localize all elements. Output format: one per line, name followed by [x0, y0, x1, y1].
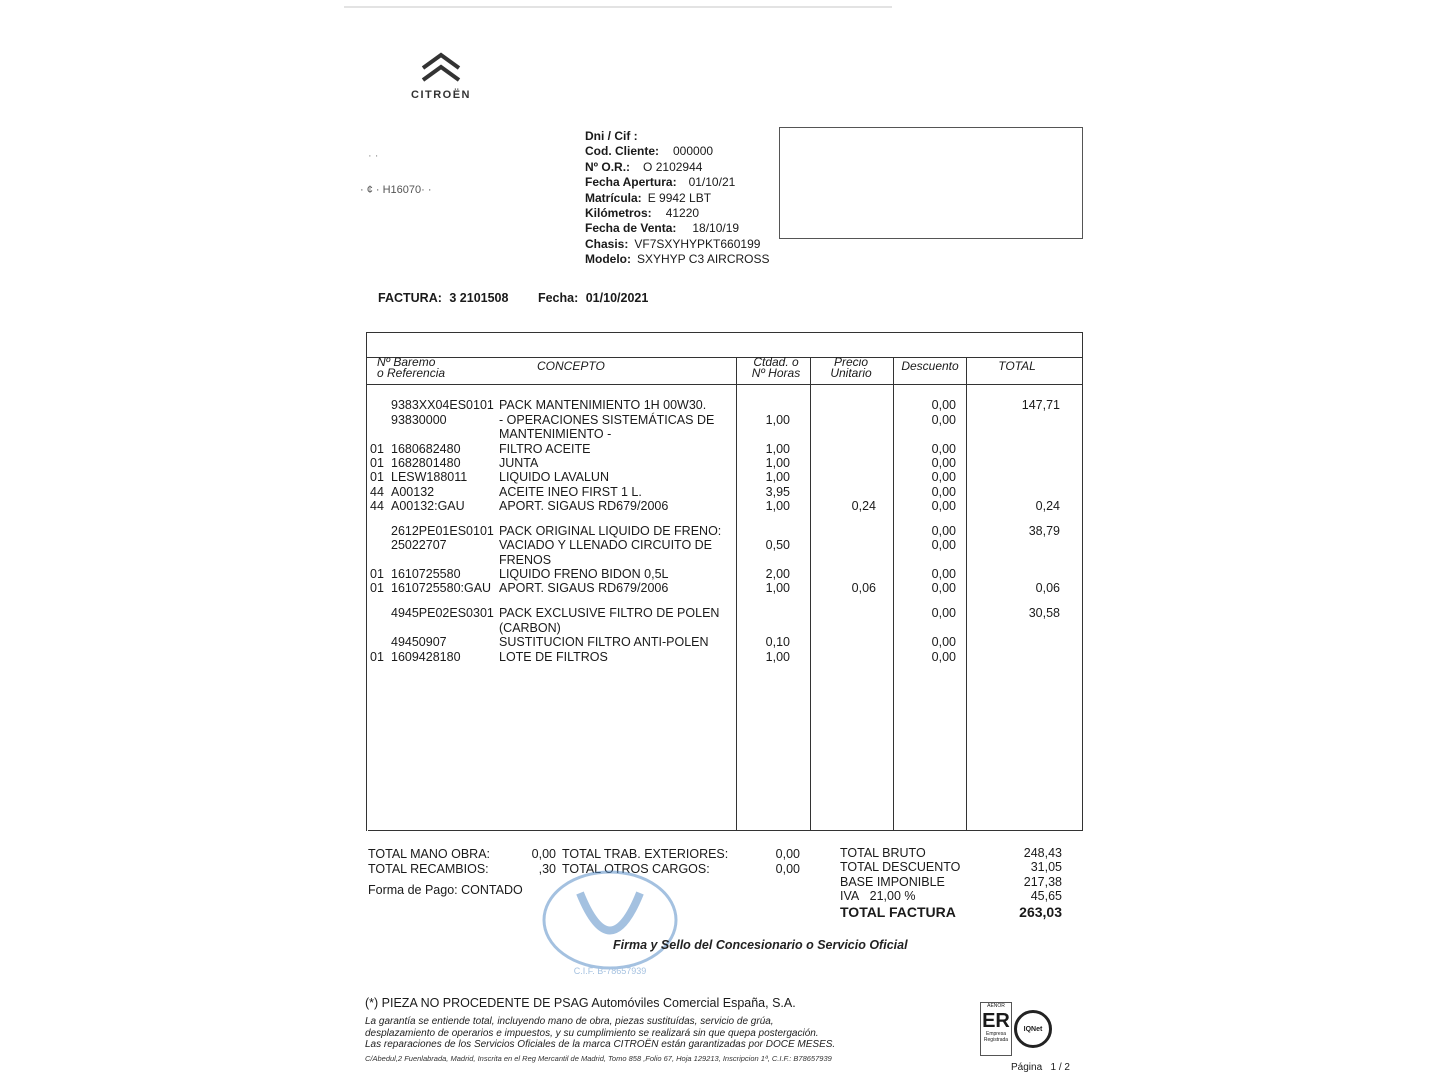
- recambios-value: ,30: [538, 862, 556, 876]
- dealer-stamp-icon: [540, 868, 680, 978]
- registry-text: C/Abedul,2 Fuenlabrada, Madrid, Inscrita en el Reg Mercantil de Madrid, Tomo 858 ,Folio 67, Hoja 129213, Inscripcion 1ª, C.I.F.: B78657939: [365, 1054, 832, 1063]
- row-cell-disc: 0,00: [931, 538, 956, 552]
- fecha-label: Fecha:: [537, 291, 579, 305]
- row-cell-disc: 0,00: [931, 442, 956, 456]
- row-cell-code: 01: [370, 581, 384, 595]
- row-cell-code: 01: [370, 650, 384, 664]
- row-cell-total: 38,79: [1028, 524, 1060, 538]
- pieza-note: (*) PIEZA NO PROCEDENTE DE PSAG Automóviles Comercial España, S.A.: [365, 996, 796, 1010]
- table-bottom-line: [368, 830, 1083, 831]
- stamp-text: C.I.F. B-78657939: [573, 966, 647, 976]
- faint-text-2: · ¢ · H16070· ·: [360, 184, 432, 196]
- factura-number: 3 2101508: [449, 291, 509, 305]
- iva-label: IVA 21,00 %: [840, 889, 916, 903]
- row-cell-concept: (CARBON): [499, 621, 561, 635]
- customer-address-box: [779, 127, 1083, 239]
- info-row: Kilómetros: 41220: [585, 205, 700, 220]
- info-row: Cod. Cliente: 000000: [585, 144, 714, 159]
- col-divider: [810, 357, 811, 831]
- row-cell-concept: JUNTA: [499, 456, 539, 470]
- otros-label: TOTAL OTROS CARGOS:: [562, 862, 710, 876]
- row-cell-code: 44: [370, 499, 384, 513]
- row-cell-code: 01: [370, 442, 384, 456]
- row-cell-ref: 9383XX04ES0101: [391, 398, 494, 412]
- row-cell-ref: 1682801480: [391, 456, 461, 470]
- row-cell-disc: 0,00: [931, 650, 956, 664]
- row-cell-concept: PACK EXCLUSIVE FILTRO DE POLEN: [499, 606, 720, 620]
- row-cell-qty: 1,00: [765, 442, 790, 456]
- brand-logo: [405, 52, 477, 101]
- info-row: Matrícula: E 9942 LBT: [585, 190, 712, 205]
- row-cell-code: 01: [370, 567, 384, 581]
- row-cell-code: 01: [370, 470, 384, 484]
- table-header-bottom-line: [367, 384, 1082, 385]
- top-edge-line: [344, 6, 892, 8]
- row-cell-concept: LIQUIDO LAVALUN: [499, 470, 609, 484]
- descuento-label: TOTAL DESCUENTO: [840, 860, 961, 874]
- row-cell-concept: MANTENIMIENTO -: [499, 427, 612, 441]
- row-cell-concept: LOTE DE FILTROS: [499, 650, 608, 664]
- header-descuento: Descuento: [901, 359, 959, 373]
- trab-ext-label: TOTAL TRAB. EXTERIORES:: [562, 847, 729, 861]
- row-cell-concept: LIQUIDO FRENO BIDON 0,5L: [499, 567, 669, 581]
- info-row: Fecha Apertura: 01/10/21: [585, 175, 736, 190]
- mano-obra-value: 0,00: [531, 847, 556, 861]
- row-cell-qty: 0,10: [765, 635, 790, 649]
- row-cell-ref: 4945PE02ES0301: [391, 606, 494, 620]
- row-cell-concept: PACK ORIGINAL LIQUIDO DE FRENO:: [499, 524, 722, 538]
- firma-label: Firma y Sello del Concesionario o Servicio Oficial: [613, 938, 908, 952]
- header-total: TOTAL: [998, 359, 1036, 373]
- faint-text-1: · ·: [368, 150, 379, 162]
- row-cell-total: 0,24: [1035, 499, 1060, 513]
- row-cell-concept: APORT. SIGAUS RD679/2006: [499, 581, 669, 595]
- row-cell-total: 0,06: [1035, 581, 1060, 595]
- descuento-value: 31,05: [1030, 860, 1062, 874]
- row-cell-disc: 0,00: [931, 635, 956, 649]
- info-row: Nº O.R.: O 2102944: [585, 159, 703, 174]
- header-ref: Nº Baremo o Referencia: [377, 355, 446, 380]
- table-header-top-line: [367, 357, 1082, 358]
- row-cell-ref: LESW188011: [391, 470, 468, 484]
- total-factura-value: 263,03: [1019, 904, 1062, 920]
- row-cell-concept: FILTRO ACEITE: [499, 442, 591, 456]
- row-cell-disc: 0,00: [931, 413, 956, 427]
- info-row: Dni / Cif :: [585, 129, 638, 143]
- row-cell-qty: 1,00: [765, 499, 790, 513]
- row-cell-price: 0,24: [851, 499, 876, 513]
- fecha-value: 01/10/2021: [585, 291, 649, 305]
- brand-name: CITROËN: [411, 89, 471, 101]
- row-cell-price: 0,06: [851, 581, 876, 595]
- trab-ext-value: 0,00: [775, 847, 800, 861]
- row-cell-concept: VACIADO Y LLENADO CIRCUITO DE: [499, 538, 713, 552]
- row-cell-disc: 0,00: [931, 499, 956, 513]
- row-cell-ref: 1610725580:GAU: [391, 581, 492, 595]
- recambios-label: TOTAL RECAMBIOS:: [368, 862, 489, 876]
- bruto-label: TOTAL BRUTO: [840, 846, 926, 860]
- row-cell-qty: 3,95: [765, 485, 790, 499]
- header-concepto: CONCEPTO: [537, 359, 605, 373]
- row-cell-qty: 1,00: [765, 650, 790, 664]
- row-cell-ref: 1610725580: [391, 567, 461, 581]
- info-row: Fecha de Venta: 18/10/19: [585, 221, 740, 236]
- col-divider: [893, 357, 894, 831]
- iqnet-badge: IQNet: [1014, 1010, 1052, 1048]
- row-cell-total: 147,71: [1021, 398, 1060, 412]
- bruto-value: 248,43: [1023, 846, 1062, 860]
- row-cell-disc: 0,00: [931, 470, 956, 484]
- citroen-chevrons-icon: [419, 52, 463, 88]
- invoice-header: [378, 291, 652, 305]
- row-cell-code: 44: [370, 485, 384, 499]
- row-cell-qty: 0,50: [765, 538, 790, 552]
- row-cell-qty: 2,00: [765, 567, 790, 581]
- forma-pago: Forma de Pago: CONTADO: [368, 883, 523, 897]
- otros-value: 0,00: [775, 862, 800, 876]
- mano-obra-label: TOTAL MANO OBRA:: [368, 847, 491, 861]
- row-cell-ref: 93830000: [391, 413, 447, 427]
- row-cell-ref: A00132:GAU: [391, 499, 465, 513]
- base-value: 217,38: [1023, 875, 1062, 889]
- row-cell-disc: 0,00: [931, 524, 956, 538]
- row-cell-concept: - OPERACIONES SISTEMÁTICAS DE: [499, 413, 715, 427]
- header-precio: Precio Unitario: [830, 355, 872, 380]
- row-cell-ref: 1680682480: [391, 442, 461, 456]
- row-cell-disc: 0,00: [931, 567, 956, 581]
- col-divider: [736, 357, 737, 831]
- row-cell-disc: 0,00: [931, 581, 956, 595]
- row-cell-disc: 0,00: [931, 456, 956, 470]
- row-cell-ref: 2612PE01ES0101: [391, 524, 494, 538]
- row-cell-qty: 1,00: [765, 456, 790, 470]
- factura-label: FACTURA:: [378, 291, 442, 305]
- row-cell-concept: SUSTITUCION FILTRO ANTI-POLEN: [499, 635, 709, 649]
- total-factura-label: TOTAL FACTURA: [840, 904, 956, 920]
- row-cell-qty: 1,00: [765, 413, 790, 427]
- row-cell-qty: 1,00: [765, 581, 790, 595]
- info-row: Modelo: SXYHYP C3 AIRCROSS: [585, 252, 770, 267]
- row-cell-disc: 0,00: [931, 606, 956, 620]
- row-cell-concept: ACEITE INEO FIRST 1 L.: [499, 485, 642, 499]
- vehicle-info: [585, 129, 770, 268]
- col-divider: [966, 357, 967, 831]
- base-label: BASE IMPONIBLE: [840, 875, 945, 889]
- info-row: Chasis: VF7SXYHYPKT660199: [585, 236, 761, 251]
- legal-text: La garantía se entiende total, incluyendo mano de obra, piezas sustituídas, servicio de grúa, desplazamiento de operarios e impuestos, y su cumplimiento se realizará sin que quepa postergación. Las reparaciones de los Servicios Oficiales de la marca CITROËN están garantizadas por DOCE MESES.: [365, 1016, 836, 1050]
- row-cell-ref: 25022707: [391, 538, 447, 552]
- row-cell-code: 01: [370, 456, 384, 470]
- row-cell-ref: 49450907: [391, 635, 447, 649]
- row-cell-ref: A00132: [391, 485, 435, 499]
- row-cell-total: 30,58: [1028, 606, 1060, 620]
- aenor-badge: AENOR ER Empresa Registrada: [980, 1002, 1012, 1056]
- page-number: Página 1 / 2: [1011, 1062, 1070, 1073]
- row-cell-qty: 1,00: [765, 470, 790, 484]
- row-cell-disc: 0,00: [931, 398, 956, 412]
- row-cell-concept: APORT. SIGAUS RD679/2006: [499, 499, 669, 513]
- row-cell-ref: 1609428180: [391, 650, 461, 664]
- row-cell-concept: PACK MANTENIMIENTO 1H 00W30.: [499, 398, 707, 412]
- row-cell-disc: 0,00: [931, 485, 956, 499]
- iva-value: 45,65: [1030, 889, 1062, 903]
- header-cantidad: Ctdad. o Nº Horas: [751, 355, 801, 380]
- row-cell-concept: FRENOS: [499, 553, 552, 567]
